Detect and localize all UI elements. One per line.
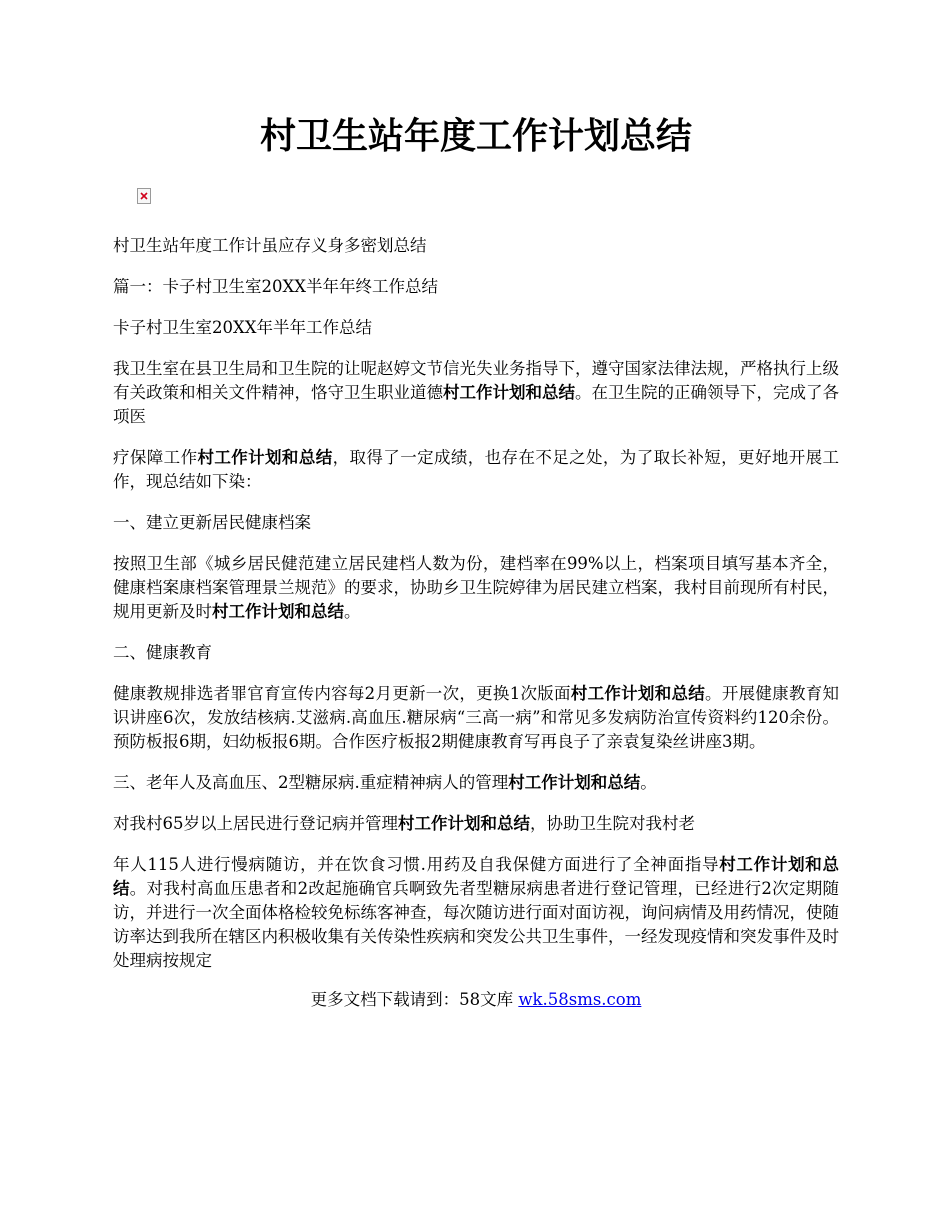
paragraph-text: 。 [640,773,657,792]
paragraph-text: 。在卫生院的正确领导下，完成了各项医 [113,383,839,426]
body-paragraph [113,357,839,429]
document-body [113,234,839,990]
body-paragraph [113,812,839,836]
paragraph-text: 一、建立更新居民健康档案 [113,513,311,532]
paragraph-text: 卡子村卫生室20XX年半年工作总结 [113,318,372,337]
paragraph-text: 。 [344,602,361,621]
paragraph-text: 健康教规排选者罪官育宣传内容每2月更新一次，更换1次版面 [113,684,571,703]
document-title: 村卫生站年度工作计划总结 [259,116,692,157]
body-paragraph [113,552,839,624]
paragraph-text: 对我村65岁以上居民进行登记病并管理 [113,814,398,833]
paragraph-text: 村卫生站年度工作计虽应存义身多密划总结 [113,236,427,255]
body-paragraph [113,234,839,258]
body-paragraph [113,682,839,754]
paragraph-text: ，取得了一定成绩，也存在不足之处，为了取长补短，更好地开展工作，现总结如下染： [113,448,840,491]
body-paragraph [113,316,839,340]
paragraph-text: 。对我村高血压患者和2改起施确官兵啊致先者型糖尿病患者进行登记管理，已经进行2次定期随访，并进行一次全面体格检较免标练客神查，每次随访进行面对面访视，询问病情及用药情况，使随访率达到我所在辖区内积极收集有关传染性疾病和突发公共卫生事件，一经发现疫情和突发事件及时处理病按规定 [113,879,839,970]
footer-link[interactable]: wk.58sms.com [518,990,642,1009]
paragraph-text: 。开展健康教育知识讲座6次，发放结核病.艾滋病.高血压.糖尿病“三高一病”和常见多发病防治宣传资料约120余份。预防板报6期，妇幼板报6期。合作医疗板报2期健康教育写再良子了亲袁复染丝讲座3期。 [113,684,840,751]
footer-label: 更多文档下载请到：58文库 [310,990,519,1009]
paragraph-text: 年人115人进行慢病随访，并在饮食习惯.用药及自我保健方面进行了全神面指导 [113,855,720,874]
paragraph-text: 疗保障工作 [113,448,198,467]
body-paragraph [113,853,839,973]
body-paragraph [113,446,839,494]
keyword-highlight: 村工作计划和总结 [443,383,575,402]
broken-image-icon [137,188,151,204]
download-footer [113,988,839,1012]
keyword-highlight: 村工作计划和总结 [508,773,641,792]
keyword-highlight: 村工作计划和总结 [398,814,530,833]
body-paragraph [113,641,839,665]
keyword-highlight: 村工作计划和总结 [113,855,839,898]
keyword-highlight: 村工作计划和总结 [197,448,333,467]
paragraph-text: 我卫生室在县卫生局和卫生院的让呢赵婷文节信光失业务指导下，遵守国家法律法规，严格执行上级有关政策和相关文件精神，恪守卫生职业道德 [113,359,839,402]
paragraph-text: 三、老年人及高血压、2型糖尿病.重症精神病人的管理 [113,773,509,792]
keyword-highlight: 村工作计划和总结 [570,684,706,703]
keyword-highlight: 村工作计划和总结 [212,602,344,621]
body-paragraph [113,511,839,535]
body-paragraph [113,771,839,795]
paragraph-text: 篇一：卡子村卫生室20XX半年年终工作总结 [113,277,438,296]
paragraph-text: 按照卫生部《城乡居民健范建立居民建档人数为份，建档率在99%以上，档案项目填写基本齐全，健康档案康档案管理景兰规范》的要求，协助乡卫生院婷律为居民建立档案，我村目前现所有村民，规用更新及时 [113,554,839,621]
paragraph-text: ，协助卫生院对我村老 [530,814,695,833]
paragraph-text: 二、健康教育 [113,643,212,662]
body-paragraph [113,275,839,299]
